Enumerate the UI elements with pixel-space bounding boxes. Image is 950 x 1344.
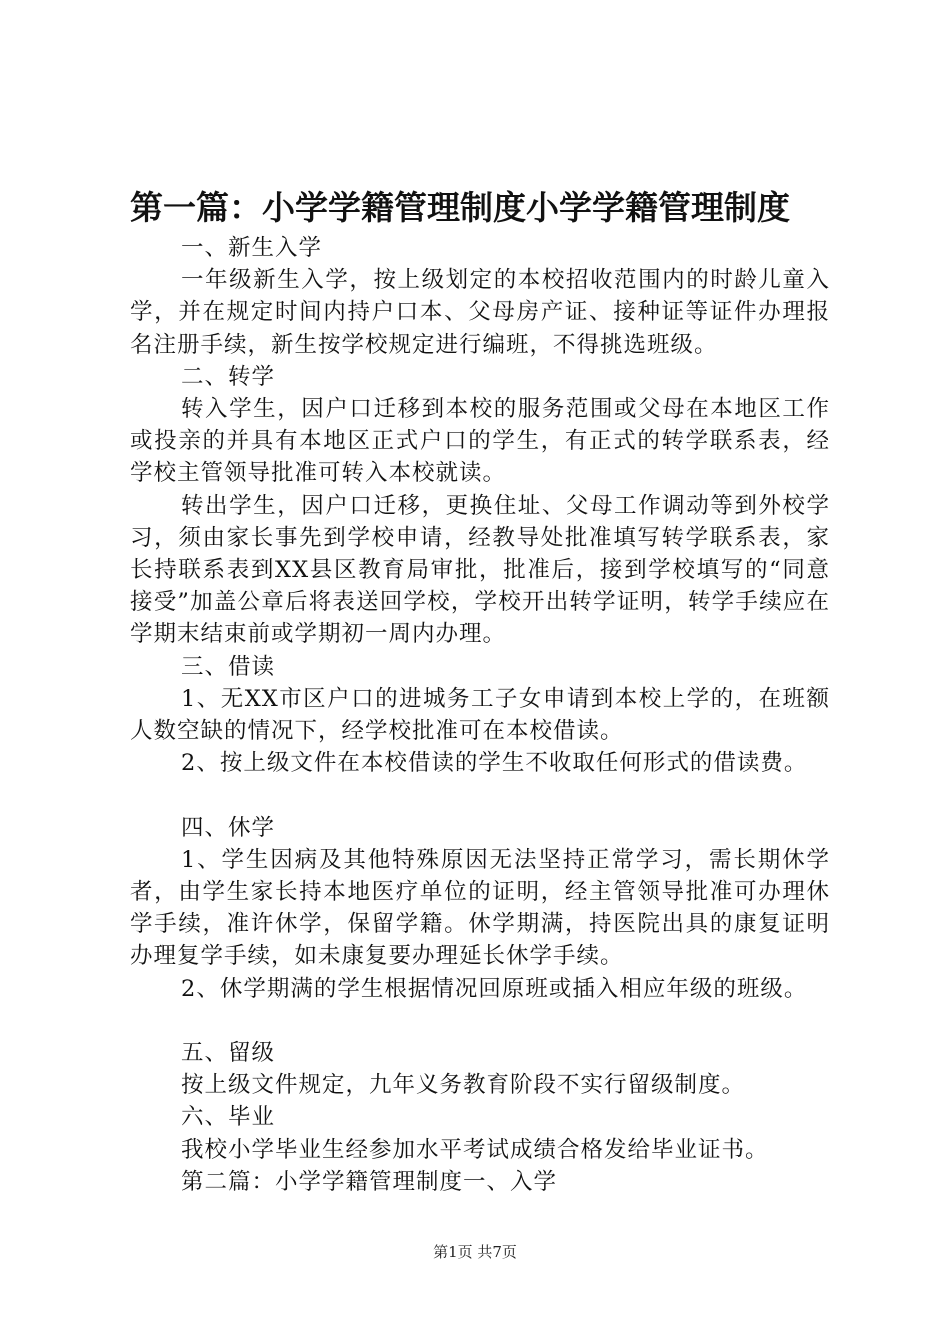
paragraph: 六、毕业 [181, 1104, 276, 1131]
blank-line [130, 779, 830, 811]
paragraph: 第二篇：小学学籍管理制度一、入学 [181, 1168, 558, 1195]
paragraph: 2、休学期满的学生根据情况回原班或插入相应年级的班级。 [181, 975, 808, 1002]
paragraph: 我校小学毕业生经参加水平考试成绩合格发给毕业证书。 [181, 1136, 769, 1163]
blank-line [130, 1005, 830, 1037]
paragraph: 1、学生因病及其他特殊原因无法坚持正常学习，需长期休学者，由学生家长持本地医疗单位的证明，经主管领导批准可办理休学手续，准许休学，保留学籍。休学期满，持医院出具的康复证明办理复学手续，如未康复要办理延长休学手续。 [130, 846, 830, 970]
paragraph: 三、借读 [181, 653, 276, 680]
document-body [130, 232, 830, 1198]
paragraph: 一、新生入学 [181, 235, 323, 261]
paragraph: 转出学生，因户口迁移，更换住址、父母工作调动等到外校学习，须由家长事先到学校申请，经教导处批准填写转学联系表，家长持联系表到XX县区教育局审批，批准后，接到学校填写的“同意接受”加盖公章后将表送回学校，学校开出转学证明，转学手续应在学期末结束前或学期初一周内办理。 [130, 492, 830, 648]
paragraph: 按上级文件规定，九年义务教育阶段不实行留级制度。 [181, 1072, 746, 1099]
paragraph: 二、转学 [181, 363, 276, 390]
paragraph: 1、无XX市区户口的进城务工子女申请到本校上学的，在班额人数空缺的情况下，经学校批准可在本校借读。 [130, 685, 830, 745]
page-footer: 第1页 共7页 [433, 1243, 517, 1261]
paragraph: 一年级新生入学，按上级划定的本校招收范围内的时龄儿童入学，并在规定时间内持户口本、父母房产证、接种证等证件办理报名注册手续，新生按学校规定进行编班，不得挑选班级。 [130, 267, 830, 358]
document-title: 第一篇：小学学籍管理制度小学学籍管理制度 [130, 188, 790, 227]
paragraph: 转入学生，因户口迁移到本校的服务范围或父母在本地区工作或投亲的并具有本地区正式户口的学生，有正式的转学联系表，经学校主管领导批准可转入本校就读。 [130, 396, 830, 487]
paragraph: 2、按上级文件在本校借读的学生不收取任何形式的借读费。 [181, 750, 808, 777]
paragraph: 五、留级 [181, 1040, 276, 1067]
paragraph: 四、休学 [181, 814, 276, 841]
